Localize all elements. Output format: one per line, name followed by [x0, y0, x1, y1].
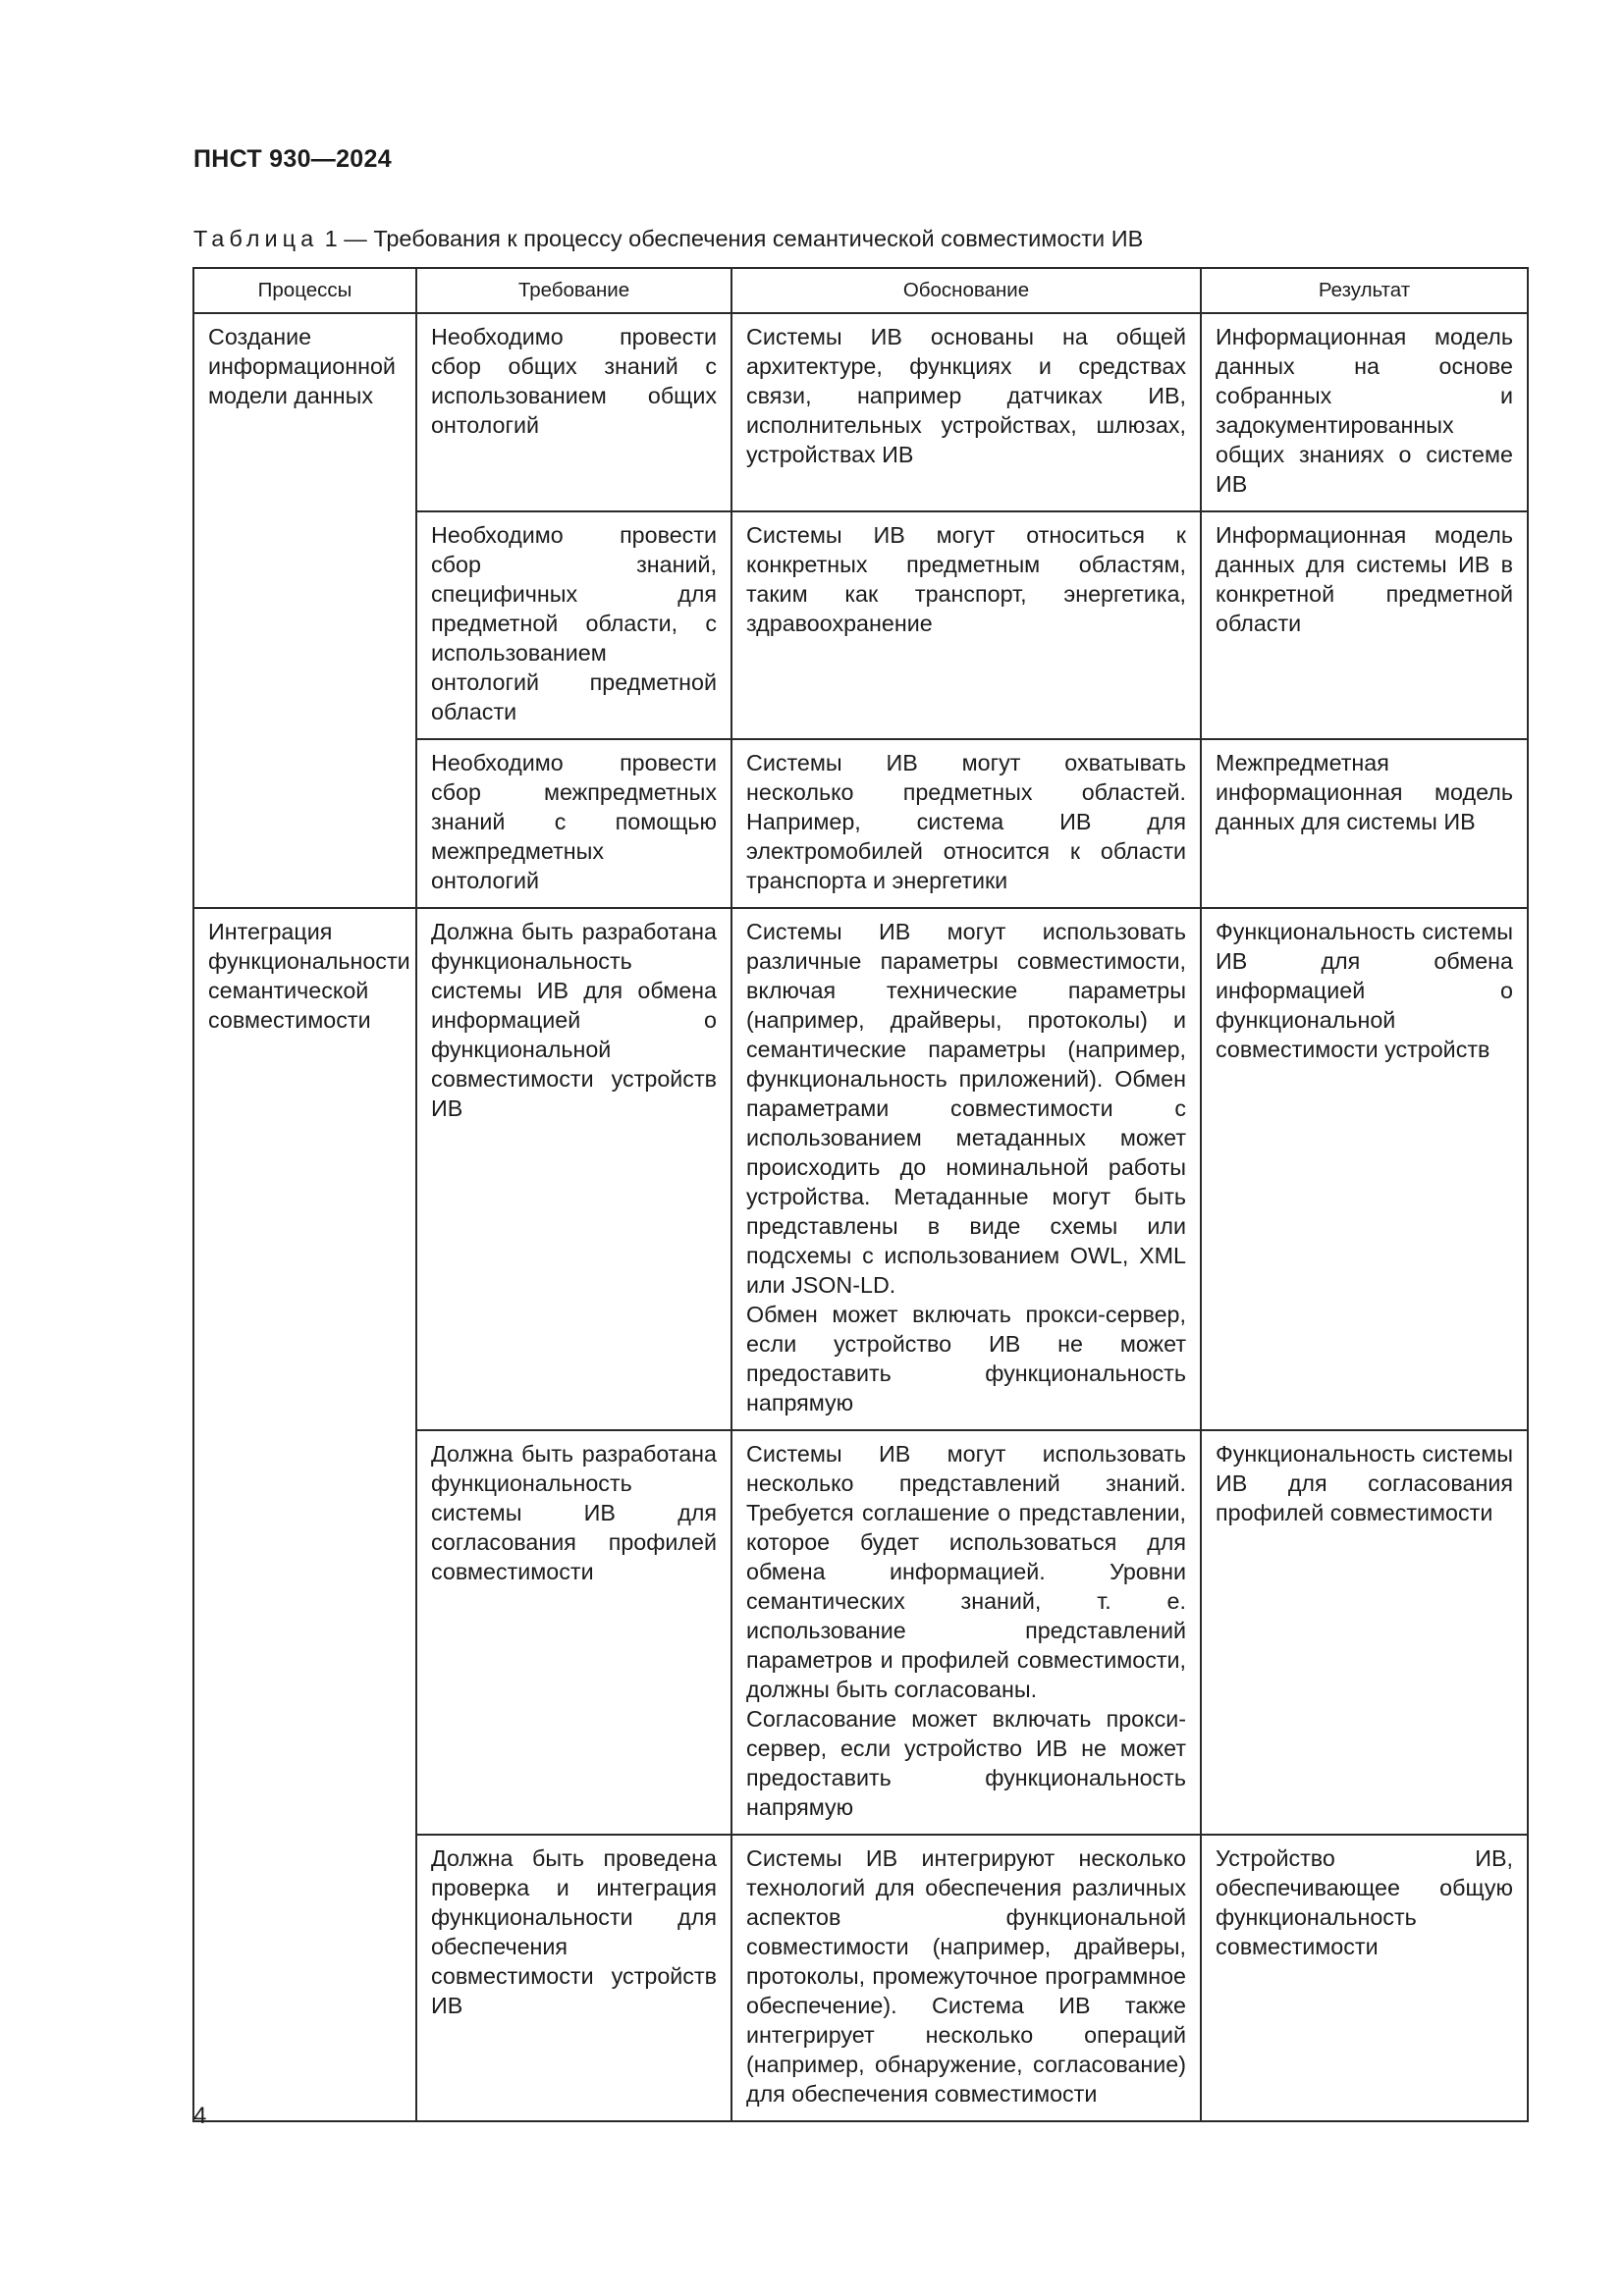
basis-cell [731, 313, 1201, 511]
basis-paragraph: Согласование может включать прокси-сервер, если устройство ИВ не может предоставить функциональность напрямую [746, 1706, 1186, 1820]
result-cell: Функциональность системы ИВ для обмена информацией о функциональной совместимости устройств [1201, 908, 1528, 1430]
result-cell: Информационная модель данных для системы ИВ в конкретной предметной области [1201, 511, 1528, 739]
page-number: 4 [193, 2103, 207, 2129]
basis-paragraph: Системы ИВ интегрируют несколько технологий для обеспечения различных аспектов функциональной совместимости (например, драйверы, протоколы, промежуточное программное обеспечение). Система ИВ также интегрирует несколько операций (например, обнаружение, согласование) для обеспечения совместимости [746, 1845, 1186, 2107]
basis-paragraph: Системы ИВ основаны на общей архитектуре, функциях и средствах связи, например датчиках ИВ, исполнительных устройствах, шлюзах, устройствах ИВ [746, 324, 1186, 467]
requirement-cell: Необходимо провести сбор знаний, специфичных для предметной области, с использованием онтологий предметной области [416, 511, 731, 739]
requirement-cell: Необходимо провести сбор общих знаний с использованием общих онтологий [416, 313, 731, 511]
table-header-row [193, 268, 1528, 313]
basis-paragraph: Системы ИВ могут использовать несколько представлений знаний. Требуется соглашение о представлении, которое будет использоваться для обмена информацией. Уровни семантических знаний, т. е. использование представлений параметров и профилей совместимости, должны быть согласованы. [746, 1441, 1186, 1702]
basis-cell [731, 1430, 1201, 1835]
result-cell: Функциональность системы ИВ для согласования профилей совместимости [1201, 1430, 1528, 1835]
column-header-requirement: Требование [416, 268, 731, 313]
requirement-cell: Должна быть проведена проверка и интеграция функциональности для обеспечения совместимости устройств ИВ [416, 1835, 731, 2121]
table-caption-label: Таблица [193, 226, 319, 251]
requirement-cell: Необходимо провести сбор межпредметных знаний с помощью межпредметных онтологий [416, 739, 731, 908]
basis-paragraph: Обмен может включать прокси-сервер, если устройство ИВ не может предоставить функциональность напрямую [746, 1302, 1186, 1415]
column-header-processes: Процессы [193, 268, 416, 313]
result-cell: Устройство ИВ, обеспечивающее общую функциональность совместимости [1201, 1835, 1528, 2121]
table-caption-text: 1 — Требования к процессу обеспечения семантической совместимости ИВ [318, 226, 1144, 251]
basis-paragraph: Системы ИВ могут использовать различные параметры совместимости, включая технические параметры (например, драйверы, протоколы) и семантические параметры (например, функциональность приложений). Обмен параметрами совместимости с использованием метаданных может происходить до номинальной работы устройства. Метаданные могут быть представлены в виде схемы или подсхемы с использованием OWL, XML или JSON-LD. [746, 919, 1186, 1298]
table-row [193, 313, 1528, 511]
requirement-cell: Должна быть разработана функциональность системы ИВ для обмена информацией о функциональной совместимости устройств ИВ [416, 908, 731, 1430]
column-header-result: Результат [1201, 268, 1528, 313]
basis-cell [731, 908, 1201, 1430]
basis-cell [731, 739, 1201, 908]
column-header-justification: Обоснование [731, 268, 1201, 313]
result-cell: Межпредметная информационная модель данных для системы ИВ [1201, 739, 1528, 908]
table-caption [193, 226, 1143, 252]
process-cell: Создание информационной модели данных [193, 313, 416, 908]
process-cell: Интеграция функциональности семантической совместимости [193, 908, 416, 2121]
requirement-cell: Должна быть разработана функциональность системы ИВ для согласования профилей совместимости [416, 1430, 731, 1835]
requirements-table [192, 267, 1529, 2122]
basis-paragraph: Системы ИВ могут охватывать несколько предметных областей. Например, система ИВ для электромобилей относится к области транспорта и энергетики [746, 750, 1186, 893]
basis-paragraph: Системы ИВ могут относиться к конкретных предметным областям, таким как транспорт, энергетика, здравоохранение [746, 522, 1186, 636]
basis-cell [731, 511, 1201, 739]
basis-cell [731, 1835, 1201, 2121]
result-cell: Информационная модель данных на основе собранных и задокументированных общих знаниях о системе ИВ [1201, 313, 1528, 511]
table-row [193, 908, 1528, 1430]
document-code: ПНСТ 930—2024 [193, 145, 392, 173]
